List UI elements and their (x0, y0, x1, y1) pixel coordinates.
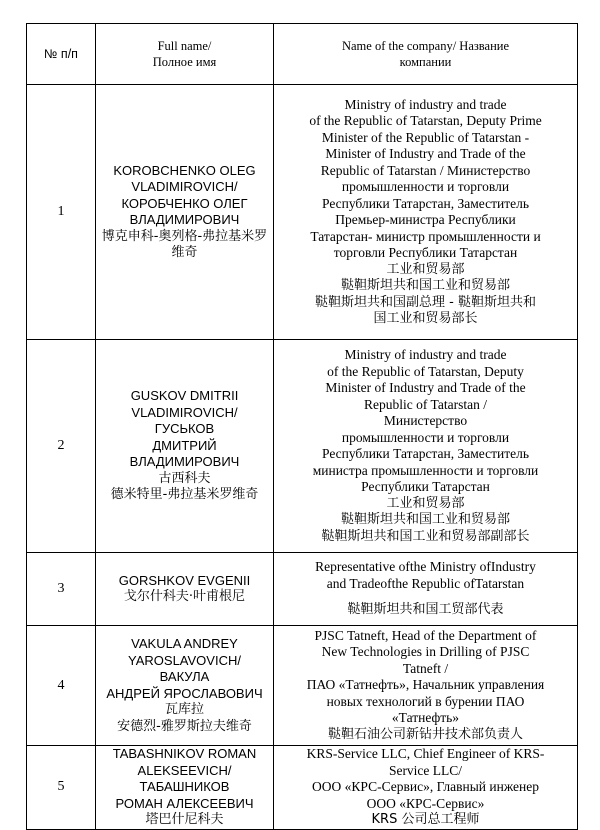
table-row (27, 746, 578, 830)
header-row (27, 24, 578, 85)
company-cell: Ministry of industry and trade of the Republic of Tatarstan, Deputy Prime Minister of the Republic of Tatarstan - Minister of Industry and Trade of the Republic of Tatarstan / Министерство промышленности и торговли Республики Татарстан, Заместитель Премьер-министра Республики Татарстан- министр промышленности и торговли Республики Татарстан 工业和贸易部 鞑靼斯坦共和国工业和贸易部 鞑靼斯坦共和国副总理 - 鞑靼斯坦共和 国工业和贸易部长 (274, 85, 578, 340)
full-name-cell: GUSKOV DMITRII VLADIMIROVICH/ ГУСЬКОВ ДМИТРИЙ ВЛАДИМИРОВИЧ 古西科夫 德米特里-弗拉基米罗维奇 (96, 340, 274, 553)
table-row (27, 85, 578, 340)
row-number: 2 (27, 340, 96, 553)
full-name-cell: GORSHKOV EVGENII 戈尔什科夫·叶甫根尼 (96, 553, 274, 626)
company-cell: PJSC Tatneft, Head of the Department of New Technologies in Drilling of PJSC Tatneft / ПАО «Татнефть», Начальник управления новых технологий в бурении ПАО «Татнефть» 鞑靼石油公司新钻井技术部负责人 (274, 626, 578, 746)
full-name-cell: TABASHNIKOV ROMAN ALEKSEEVICH/ ТАБАШНИКОВ РОМАН АЛЕКСЕЕВИЧ 塔巴什尼科夫 (96, 746, 274, 830)
table-row (27, 340, 578, 553)
full-name-cell: VAKULA ANDREY YAROSLAVOVICH/ ВАКУЛА АНДРЕЙ ЯРОСЛАВОВИЧ 瓦库拉 安德烈-雅罗斯拉夫维奇 (96, 626, 274, 746)
company-cell: KRS-Service LLC, Chief Engineer of KRS- Service LLC/ ООО «КРС-Сервис», Главный инженер ООО «КРС-Сервис» KRS 公司总工程师 (274, 746, 578, 830)
company-cell: Representative ofthe Ministry ofIndustry and Tradeofthe Republic ofTatarstan 鞑靼斯坦共和国工贸部代表 (274, 553, 578, 626)
header-number: № п/п (27, 24, 96, 85)
company-cell: Ministry of industry and trade of the Republic of Tatarstan, Deputy Minister of Industry and Trade of the Republic of Tatarstan / Министерство промышленности и торговли Республики Татарстан, Заместитель министра промышленности и торговли Республики Татарстан 工业和贸易部 鞑靼斯坦共和国工业和贸易部 鞑靼斯坦共和国工业和贸易部副部长 (274, 340, 578, 553)
full-name-cell: KOROBCHENKO OLEG VLADIMIROVICH/ КОРОБЧЕНКО ОЛЕГ ВЛАДИМИРОВИЧ 博克申科-奥列格-弗拉基米罗 维奇 (96, 85, 274, 340)
row-number: 4 (27, 626, 96, 746)
header-company: Name of the company/ Название компании (274, 24, 578, 85)
row-number: 5 (27, 746, 96, 830)
participants-table (26, 23, 578, 830)
row-number: 1 (27, 85, 96, 340)
table-row (27, 553, 578, 626)
header-full-name: Full name/ Полное имя (96, 24, 274, 85)
table-row (27, 626, 578, 746)
row-number: 3 (27, 553, 96, 626)
